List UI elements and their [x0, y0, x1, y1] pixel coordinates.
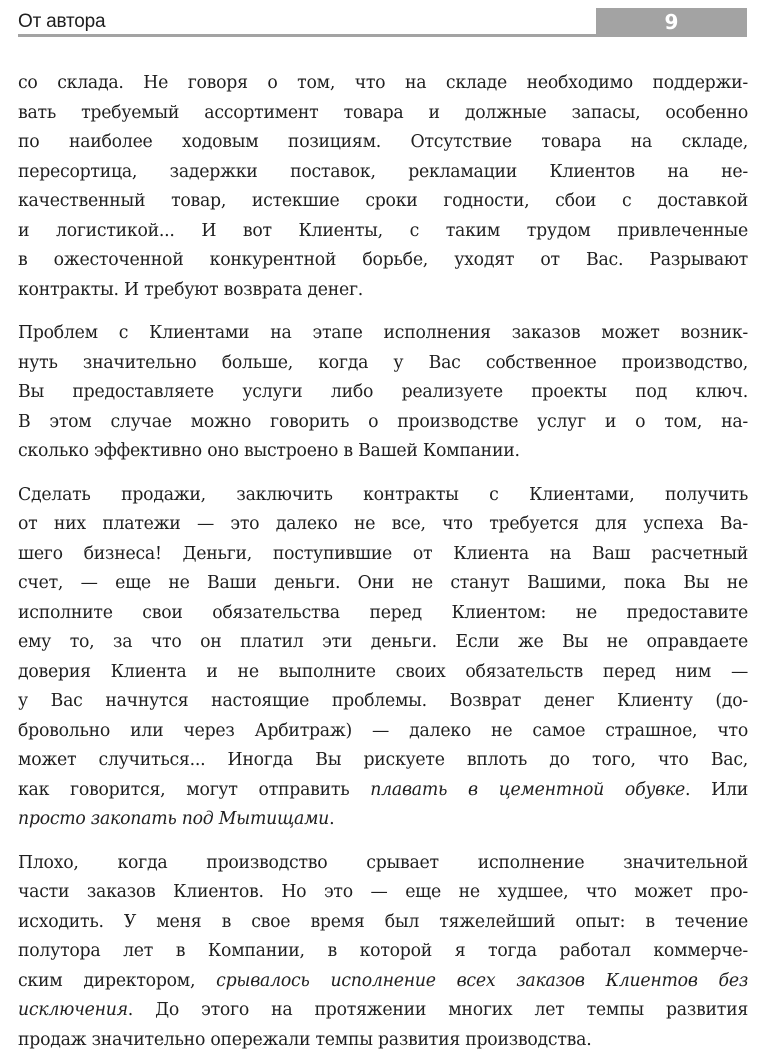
- text-line: [18, 937, 748, 967]
- running-title: От автора: [18, 11, 105, 33]
- text-segment: .: [329, 809, 334, 829]
- text-segment: в ожесточенной конкурентной борьбе, уходят от Вас. Разрывают: [18, 250, 748, 270]
- text-segment: продаж значительно опережали темпы развития производства.: [18, 1030, 591, 1050]
- text-segment: ему то, за что он платил эти деньги. Если же Вы не оправдаете: [18, 632, 748, 652]
- paragraph: [18, 849, 748, 1055]
- italic-text-segment: срывалось исполнение всех заказов Клиентов без: [216, 971, 748, 991]
- text-line: [18, 408, 748, 438]
- text-line: [18, 658, 748, 688]
- text-line: [18, 437, 748, 467]
- page-number: 9: [665, 12, 679, 32]
- text-segment: . До этого на протяжении многих лет темпы развития: [128, 1000, 748, 1020]
- page-number-tab: [596, 8, 747, 36]
- text-segment: со склада. Не говоря о том, что на складе необходимо поддержи-: [18, 73, 748, 93]
- text-segment: контракты. И требуют возврата денег.: [18, 280, 363, 300]
- text-segment: полутора лет в Компании, в которой я тогда работал коммерче-: [18, 941, 748, 961]
- text-line: [18, 628, 748, 658]
- page-header: [18, 6, 747, 40]
- text-line: [18, 776, 748, 806]
- text-line: [18, 276, 748, 306]
- text-line: [18, 967, 748, 997]
- text-segment: может случиться... Иногда Вы рискуете вплоть до того, что Вас,: [18, 750, 748, 770]
- text-segment: В этом случае можно говорить о производстве услуг и о том, на-: [18, 412, 748, 432]
- text-segment: и логистикой... И вот Клиенты, с таким трудом привлеченные: [18, 221, 748, 241]
- italic-text-segment: плавать в цементной обувке: [370, 780, 685, 800]
- text-line: [18, 996, 748, 1026]
- text-segment: ским директором,: [18, 971, 216, 991]
- italic-text-segment: просто закопать под Мытищами: [18, 809, 329, 829]
- paragraph-gap: [18, 467, 748, 481]
- text-segment: качественный товар, истекшие сроки годности, сбои с доставкой: [18, 191, 748, 211]
- text-segment: вать требуемый ассортимент товара и должные запасы, особенно: [18, 103, 748, 123]
- text-segment: счет, — еще не Ваши деньги. Они не станут Вашими, пока Вы не: [18, 573, 748, 593]
- text-segment: сколько эффективно оно выстроено в Вашей Компании.: [18, 441, 520, 461]
- text-segment: . Или: [685, 780, 748, 800]
- text-line: [18, 349, 748, 379]
- text-line: [18, 319, 748, 349]
- text-line: [18, 849, 748, 879]
- text-segment: исходить. У меня в свое время был тяжелейший опыт: в течение: [18, 912, 748, 932]
- text-segment: части заказов Клиентов. Но это — еще не худшее, что может про-: [18, 882, 748, 902]
- italic-text-segment: исключения: [18, 1000, 128, 1020]
- text-line: [18, 510, 748, 540]
- text-segment: от них платежи — это далеко не все, что требуется для успеха Ва-: [18, 514, 748, 534]
- paragraph: [18, 69, 748, 305]
- text-segment: Сделать продажи, заключить контракты с Клиентами, получить: [18, 485, 748, 505]
- text-segment: Вы предоставляете услуги либо реализуете проекты под ключ.: [18, 382, 748, 402]
- text-line: [18, 569, 748, 599]
- paragraph: [18, 481, 748, 835]
- text-segment: по наиболее ходовым позициям. Отсутствие товара на складе,: [18, 132, 748, 152]
- paragraph: [18, 319, 748, 467]
- text-line: [18, 540, 748, 570]
- text-line: [18, 246, 748, 276]
- text-line: [18, 805, 748, 835]
- text-segment: как говорится, могут отправить: [18, 780, 370, 800]
- text-line: [18, 908, 748, 938]
- text-segment: нуть значительно больше, когда у Вас собственное производство,: [18, 353, 748, 373]
- text-segment: у Вас начнутся настоящие проблемы. Возврат денег Клиенту (до-: [18, 691, 748, 711]
- paragraph-gap: [18, 835, 748, 849]
- text-line: [18, 746, 748, 776]
- text-line: [18, 1026, 748, 1055]
- text-line: [18, 717, 748, 747]
- text-segment: Плохо, когда производство срывает исполнение значительной: [18, 853, 748, 873]
- body-text: [18, 69, 748, 1055]
- text-line: [18, 378, 748, 408]
- text-line: [18, 481, 748, 511]
- text-segment: бровольно или через Арбитраж) — далеко не самое страшное, что: [18, 721, 748, 741]
- text-line: [18, 187, 748, 217]
- paragraph-gap: [18, 305, 748, 319]
- text-segment: исполните свои обязательства перед Клиентом: не предоставите: [18, 603, 748, 623]
- text-line: [18, 69, 748, 99]
- text-segment: пересортица, задержки поставок, рекламации Клиентов на не-: [18, 162, 748, 182]
- text-line: [18, 878, 748, 908]
- text-segment: Проблем с Клиентами на этапе исполнения заказов может возник-: [18, 323, 748, 343]
- text-line: [18, 128, 748, 158]
- text-line: [18, 599, 748, 629]
- text-segment: доверия Клиента и не выполните своих обязательств перед ним —: [18, 662, 748, 682]
- text-line: [18, 217, 748, 247]
- text-line: [18, 158, 748, 188]
- text-line: [18, 687, 748, 717]
- text-line: [18, 99, 748, 129]
- text-segment: шего бизнеса! Деньги, поступившие от Клиента на Ваш расчетный: [18, 544, 748, 564]
